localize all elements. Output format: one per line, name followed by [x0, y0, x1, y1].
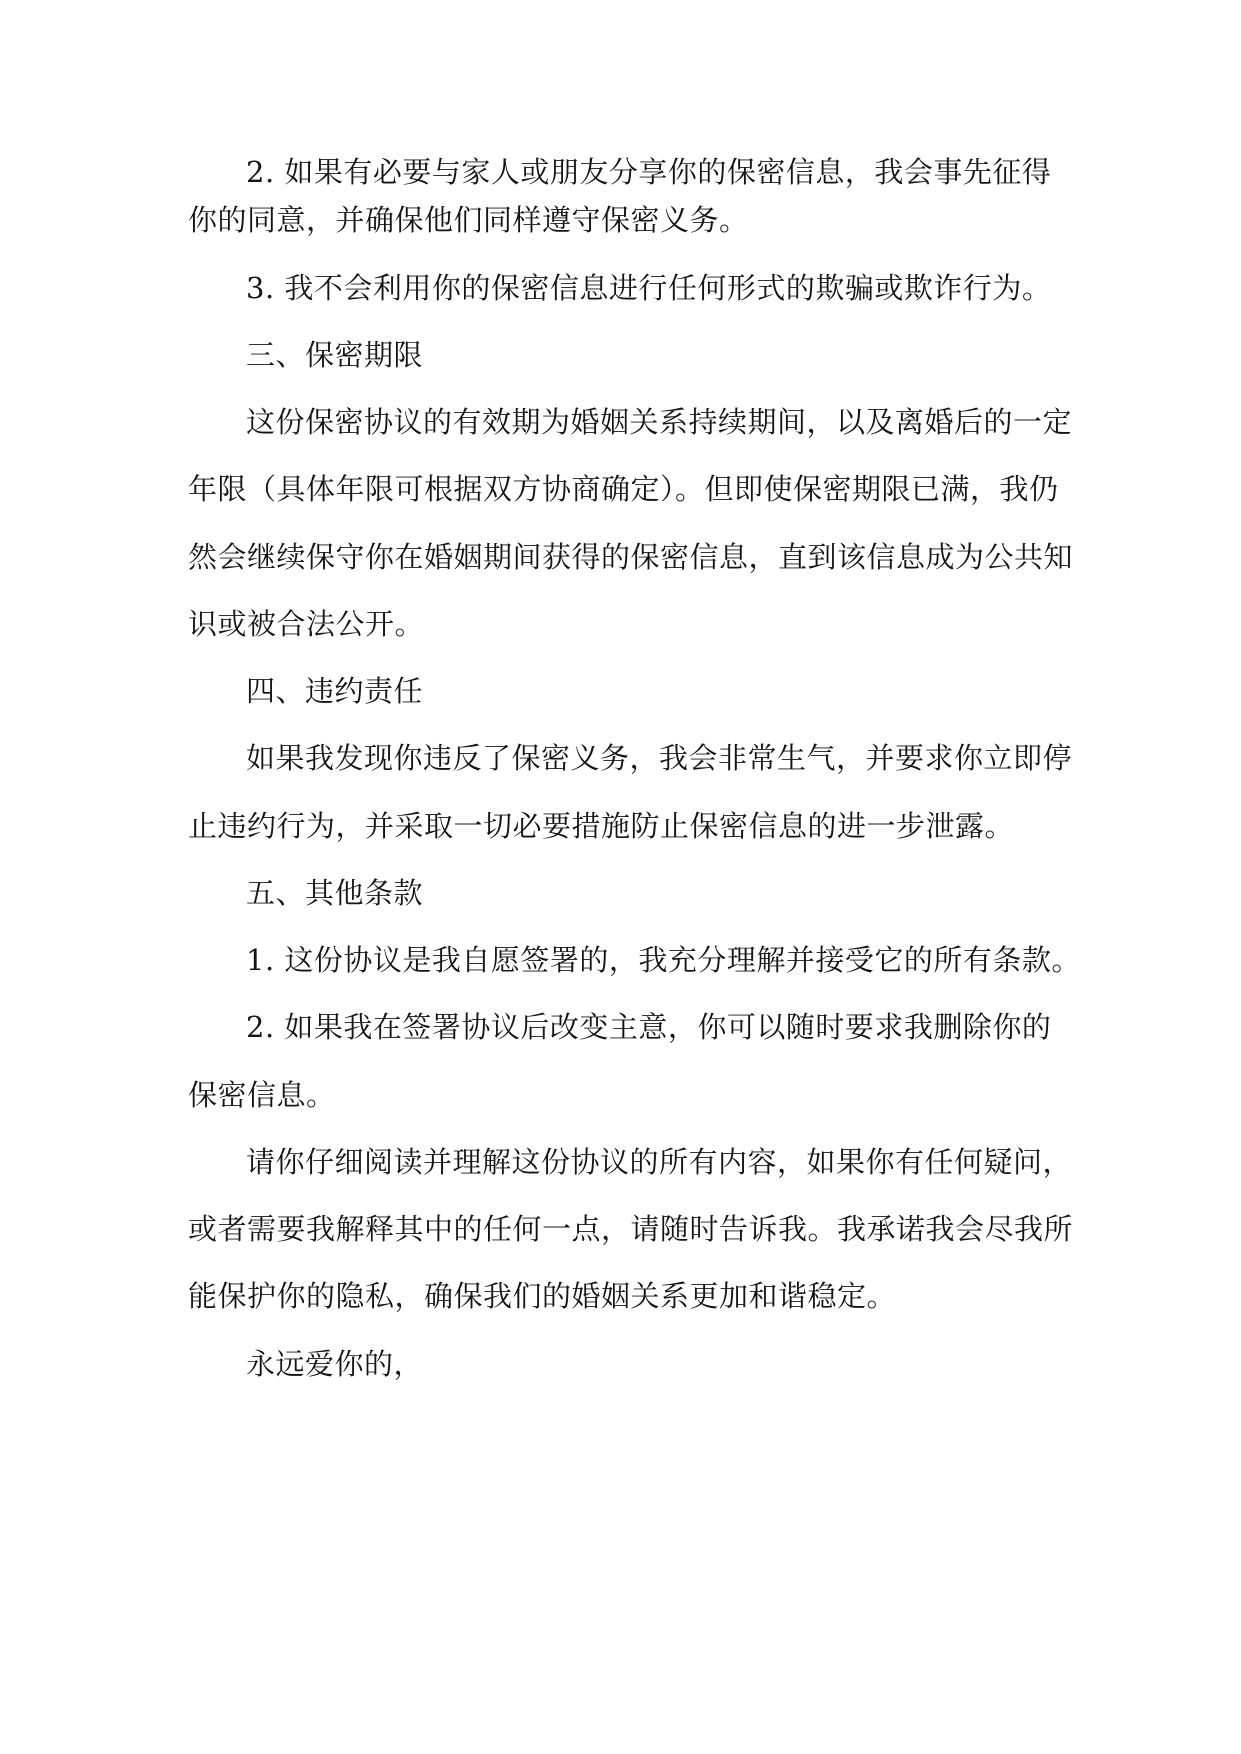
text-line: 3. 我不会利用你的保密信息进行任何形式的欺骗或欺诈行为。	[246, 271, 1052, 305]
text-line: 如果我发现你违反了保密义务，我会非常生气，并要求你立即停	[246, 741, 1073, 775]
text-line: 2. 如果我在签署协议后改变主意，你可以随时要求我删除你的	[246, 1010, 1052, 1044]
text-line: 识或被合法公开。	[188, 607, 425, 641]
text-line: 你的同意，并确保他们同样遵守保密义务。	[188, 203, 749, 237]
text-line: 能保护你的隐私，确保我们的婚姻关系更加和谐稳定。	[188, 1279, 897, 1313]
section-heading: 五、其他条款	[246, 876, 424, 910]
text-line: 这份保密协议的有效期为婚姻关系持续期间，以及离婚后的一定	[246, 405, 1073, 439]
text-line: 保密信息。	[188, 1078, 336, 1112]
text-line: 2. 如果有必要与家人或朋友分享你的保密信息，我会事先征得	[246, 155, 1052, 189]
section-heading: 三、保密期限	[246, 338, 424, 372]
text-line: 或者需要我解释其中的任何一点，请随时告诉我。我承诺我会尽我所	[188, 1212, 1074, 1246]
text-line: 然会继续保守你在婚姻期间获得的保密信息，直到该信息成为公共知	[188, 540, 1074, 574]
section-heading: 四、违约责任	[246, 674, 424, 708]
text-line: 1. 这份协议是我自愿签署的，我充分理解并接受它的所有条款。	[246, 943, 1081, 977]
text-line: 请你仔细阅读并理解这份协议的所有内容，如果你有任何疑问，	[246, 1145, 1073, 1179]
closing-line: 永远爱你的，	[246, 1347, 424, 1381]
text-line: 年限（具体年限可根据双方协商确定）。但即使保密期限已满，我仍	[188, 472, 1059, 506]
text-line: 止违约行为，并采取一切必要措施防止保密信息的进一步泄露。	[188, 809, 1015, 843]
